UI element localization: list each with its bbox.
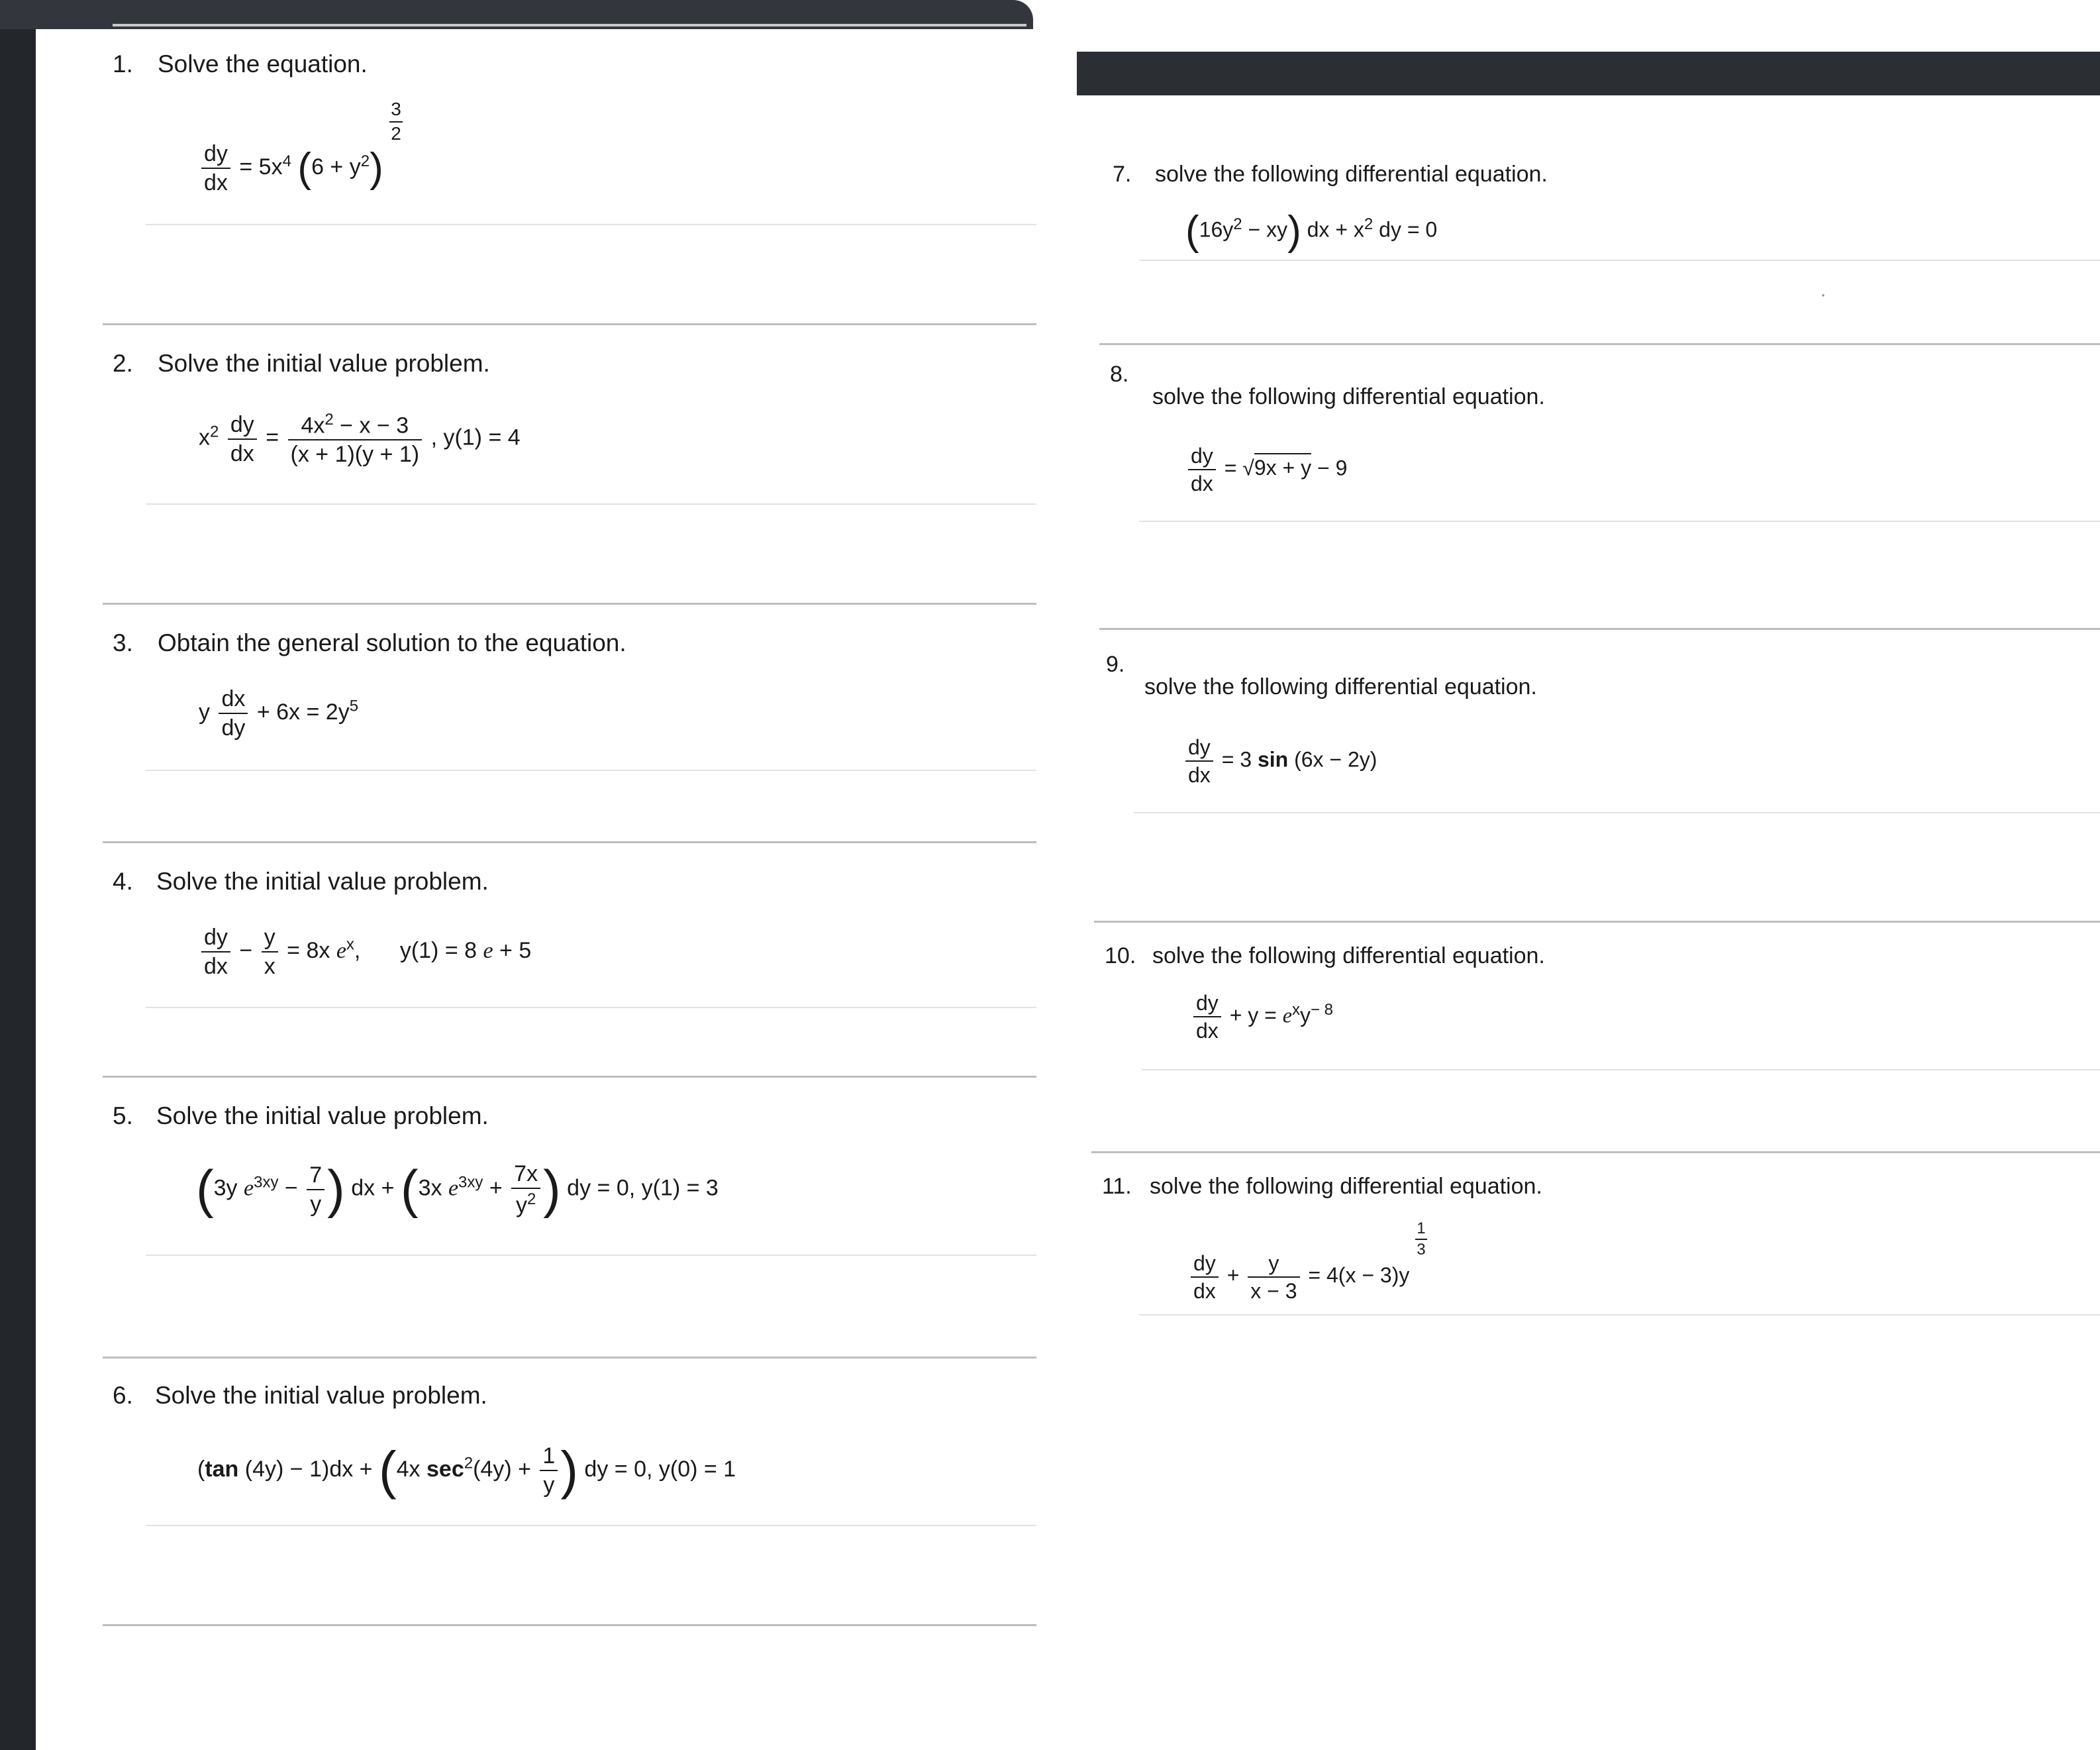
section-divider-10 bbox=[1091, 1151, 2100, 1153]
section-divider-9 bbox=[1094, 921, 2100, 923]
equation-6: (tan (4y) − 1)dx + (4x $\sec^2(4y)$ + $\frac{1}{y}$ ) dy = 0, y(0) = 1 bbox=[197, 1441, 736, 1500]
problem-1-number: 1. bbox=[113, 50, 133, 77]
answer-line-4 bbox=[146, 1007, 1036, 1008]
problem-1-text: Solve the equation. bbox=[158, 50, 368, 77]
equation-1: $\frac{dy}{dx}$ = $5x^4$ $(6 + y^2)$ $\frac{3}{2}$ bbox=[199, 126, 403, 194]
problem-8-number: 8. bbox=[1110, 362, 1129, 387]
answer-line-2 bbox=[146, 503, 1036, 505]
section-divider-6 bbox=[103, 1624, 1036, 1626]
problem-4-number: 4. bbox=[113, 868, 133, 895]
problem-11-text: solve the following differential equation. bbox=[1150, 1174, 1542, 1199]
answer-line-5 bbox=[146, 1255, 1036, 1256]
equation-3: y $\frac{dx}{dy}$ + $6x = 2y^5$ bbox=[199, 686, 359, 741]
top-divider bbox=[113, 24, 1026, 26]
section-divider-3 bbox=[103, 841, 1036, 843]
section-divider-7 bbox=[1099, 343, 2100, 345]
problem-10-text: solve the following differential equation. bbox=[1152, 943, 1545, 968]
equation-4: $\frac{dy}{dx}$ − $\frac{y}{x}$ = 8x $e^x$, y(1) = 8 e + 5 bbox=[199, 926, 531, 978]
problem-5-number: 5. bbox=[113, 1102, 133, 1129]
problem-3-text: Obtain the general solution to the equation. bbox=[158, 629, 626, 656]
equation-2: $x^2$ $\frac{dy}{dx}$ = $\frac{4x^2 - x - 3}{(x + 1)(y + 1)}$ , y(1) = 4 bbox=[199, 411, 521, 468]
problem-2-number: 2. bbox=[113, 350, 133, 377]
equation-5: (3y $e^{3xy}$ − $\frac{7}{y}$ ) dx + (3x $e^{3xy}$ + $\frac{7x}{y^2}$ ) dy = 0, y(1) = 3 bbox=[196, 1159, 719, 1219]
answer-line-11 bbox=[1139, 1314, 2100, 1315]
left-dark-edge bbox=[0, 0, 36, 1750]
section-divider-1 bbox=[103, 323, 1036, 325]
answer-line-8 bbox=[1139, 521, 2100, 522]
problem-3-number: 3. bbox=[113, 629, 133, 656]
problem-2-text: Solve the initial value problem. bbox=[158, 350, 490, 377]
answer-line-6 bbox=[146, 1525, 1036, 1526]
answer-line-1 bbox=[146, 224, 1036, 225]
right-header-band bbox=[1077, 52, 2100, 95]
problem-7-number: 7. bbox=[1113, 162, 1132, 187]
problem-6-number: 6. bbox=[113, 1382, 133, 1409]
problem-8-text: solve the following differential equation. bbox=[1152, 384, 1545, 409]
answer-line-9 bbox=[1134, 812, 2100, 813]
problem-7-text: solve the following differential equation. bbox=[1155, 162, 1548, 187]
section-divider-2 bbox=[103, 603, 1036, 605]
answer-line-3 bbox=[146, 770, 1036, 771]
problem-5-text: Solve the initial value problem. bbox=[156, 1102, 489, 1129]
problem-9-number: 9. bbox=[1106, 652, 1125, 677]
equation-7: $(16y^2 - xy)$ dx + $x^2$ dy = 0 bbox=[1185, 208, 1438, 254]
problem-6-text: Solve the initial value problem. bbox=[155, 1382, 487, 1409]
problem-11-number: 11. bbox=[1102, 1174, 1132, 1199]
answer-line-7 bbox=[1139, 260, 2100, 261]
section-divider-5 bbox=[103, 1357, 1036, 1359]
stray-dot: · bbox=[1820, 283, 1826, 305]
problem-9-text: solve the following differential equation. bbox=[1144, 674, 1537, 699]
section-divider-8 bbox=[1099, 628, 2100, 630]
problem-10-number: 10. bbox=[1105, 943, 1136, 968]
equation-10: $\frac{dy}{dx}$ + $y = e^xy^{- 8}$ bbox=[1191, 992, 1333, 1041]
equation-11: $\frac{dy}{dx}$ + $\frac{y}{x - 3}$ = 4(x − 3)y $\frac{1}{3}$ bbox=[1188, 1240, 1427, 1302]
equation-8: $\frac{dy}{dx}$ = √9x + y − 9 bbox=[1185, 445, 1347, 494]
equation-9: $\frac{dy}{dx}$ = 3 sin (6x − 2y) bbox=[1183, 737, 1377, 786]
answer-line-10 bbox=[1142, 1069, 2100, 1070]
section-divider-4 bbox=[103, 1076, 1036, 1078]
problem-4-text: Solve the initial value problem. bbox=[156, 868, 489, 895]
